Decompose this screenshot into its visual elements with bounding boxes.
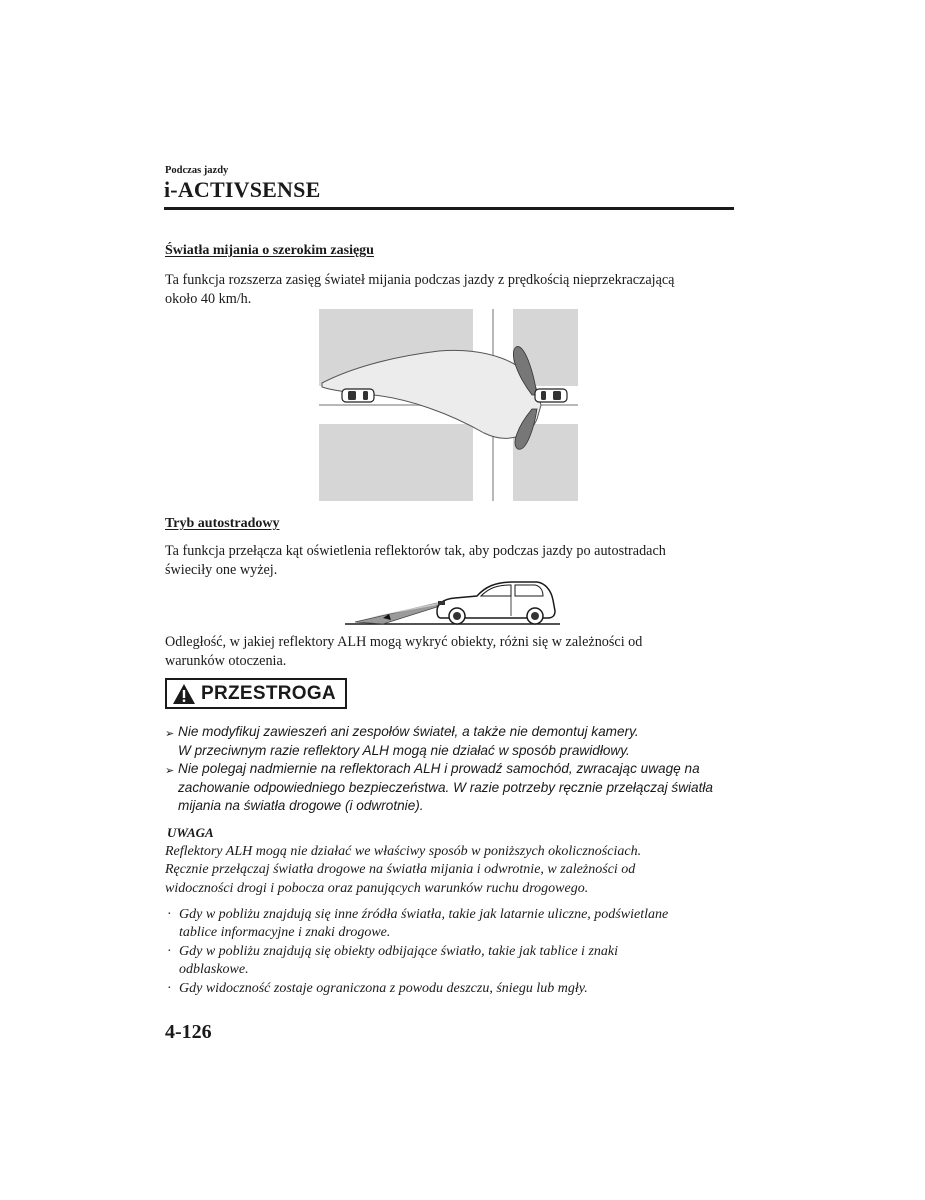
note-paragraph: Reflektory ALH mogą nie działać we właściwy sposób w poniższych okolicznościach. Ręcznie przełączaj światła drogowe na światła mijania i odwrotnie, w zależności od widoczności drogi i pobocza oraz panujących warunków ruchu drogowego. [165, 844, 642, 896]
list-item: · Gdy w pobliżu znajdują się inne źródła światła, takie jak latarnie uliczne, podświetlane tablice informacyjne i znaki drogowe. [167, 907, 669, 940]
arrow-bullet-icon: ➢ [165, 728, 175, 740]
paragraph-highway-mode: Ta funkcja przełącza kąt oświetlenia reflektorów tak, aby podczas jazdy po autostradach świeciły one wyżej. [165, 543, 666, 578]
paragraph-wide-low-beam: Ta funkcja rozszerza zasięg świateł mijania podczas jazdy z prędkością nieprzekraczającą około 40 km/h. [165, 272, 675, 307]
heading-wide-low-beam: Światła mijania o szerokim zasięgu [165, 243, 374, 258]
note-heading: UWAGA [167, 825, 214, 840]
caution-item: ➢ Nie modyfikuj zawieszeń ani zespołów świateł, a także nie demontuj kamery. W przeciwnym razie reflektory ALH mogą nie działać w sposób prawidłowy. [165, 723, 735, 760]
car-right-icon [535, 389, 567, 402]
page-number: 4-126 [165, 1021, 212, 1043]
caution-label: PRZESTROGA [201, 682, 336, 704]
arrow-bullet-icon: ➢ [165, 765, 175, 777]
heading-highway-mode: Tryb autostradowy [165, 516, 280, 531]
title-divider [164, 207, 734, 210]
intersection-illustration [319, 309, 578, 501]
car-side-icon [437, 582, 555, 624]
warning-triangle-icon [172, 683, 196, 705]
section-label: Podczas jazdy [165, 165, 229, 176]
car-side-illustration [345, 578, 560, 626]
list-item: · Gdy w pobliżu znajdują się obiekty odbijające światło, takie jak tablice i znaki odblaskowe. [167, 944, 618, 977]
list-item: · Gdy widoczność zostaje ograniczona z powodu deszczu, śniegu lub mgły. [167, 981, 588, 996]
caution-label-box [165, 678, 347, 709]
paragraph-detection-range: Odległość, w jakiej reflektory ALH mogą wykryć obiekty, różni się w zależności od warunków otoczenia. [165, 634, 643, 669]
car-left-icon [342, 389, 374, 402]
caution-item: ➢ Nie polegaj nadmiernie na reflektorach ALH i prowadź samochód, zwracając uwagę na zachowanie odpowiedniego bezpieczeństwa. W razie potrzeby ręcznie przełączaj światła mijania na światła drogowe (i odwrotnie). [165, 760, 735, 816]
page-title: i-ACTIVSENSE [164, 177, 321, 202]
